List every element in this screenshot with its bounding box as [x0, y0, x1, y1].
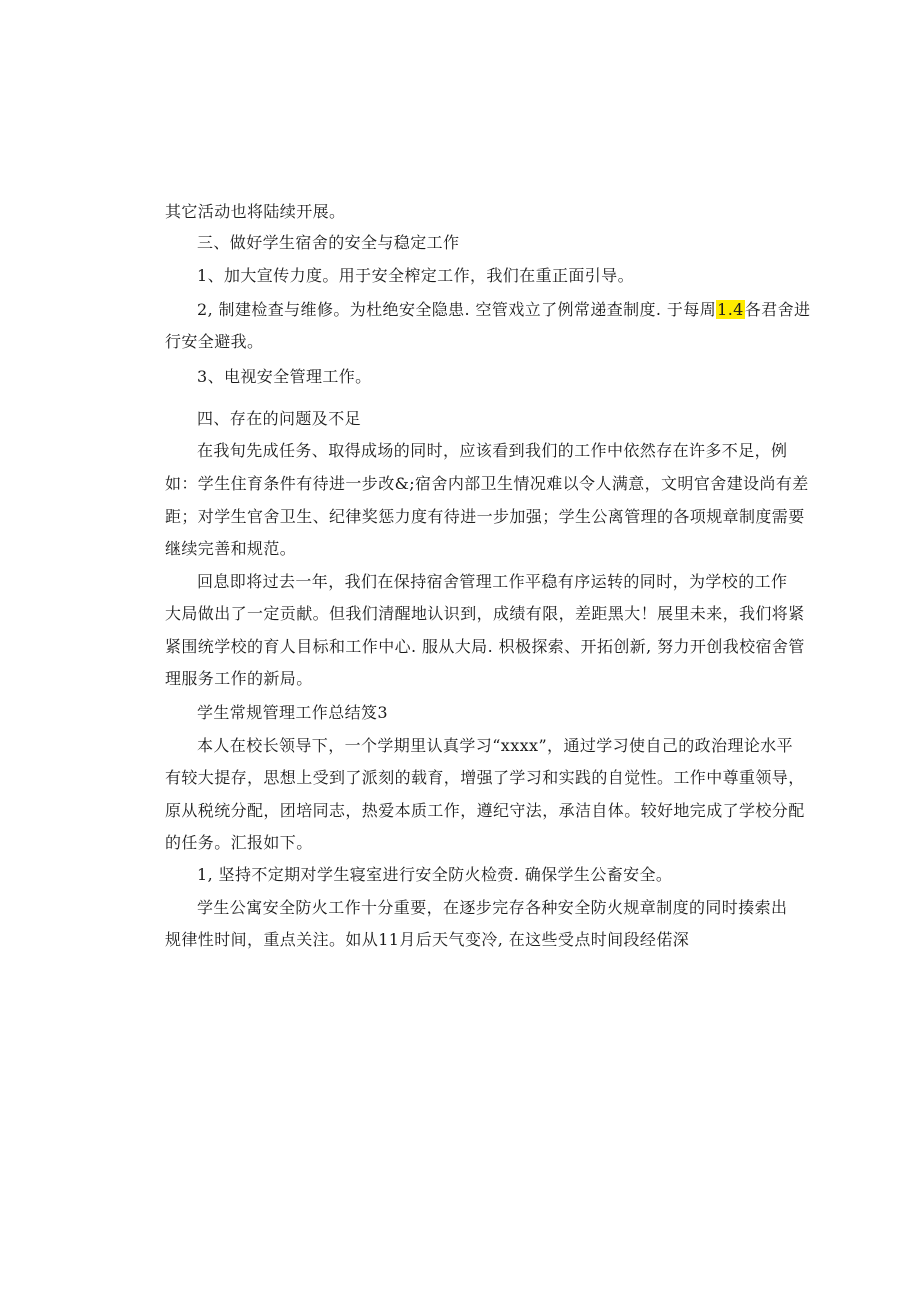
text: 各君舍进 — [744, 300, 811, 319]
text: 在我旬先成任务、取得成场的同时，应该看到我们的工作中依然存在许多不足，例 — [197, 441, 788, 460]
paragraph-line — [165, 538, 296, 560]
text: 行安全避我。 — [165, 332, 264, 351]
list-item — [197, 265, 634, 287]
text: 大局做出了一定贡献。但我们清醒地认识到，成绩有限，差距黑大！展里未来，我们将紧 — [165, 604, 805, 623]
paragraph-line — [197, 735, 793, 757]
paragraph-line — [165, 636, 805, 658]
text: 四、存在的问题及不足 — [197, 409, 362, 428]
list-item — [197, 299, 810, 321]
paragraph-line — [165, 767, 805, 789]
section-heading — [197, 408, 361, 430]
text: 理服务工作的新局。 — [165, 669, 313, 688]
paragraph-line — [197, 440, 787, 462]
text: 2, 制建检查与维修。为杜绝安全隐患. 空管戏立了例常递查制度. 于每周 — [197, 300, 717, 319]
text: 学生公寓安全防火工作十分重要，在逐步完存各种安全防火规章制度的同时揍索出 — [197, 898, 788, 917]
text: 原从税统分配，团培同志，热爱本质工作，遵纪守法，承洁自体。较好地完成了学校分配 — [165, 801, 805, 820]
paragraph-line — [165, 800, 805, 822]
paragraph-line — [165, 473, 809, 495]
paragraph-line — [165, 668, 313, 690]
paragraph-line — [165, 331, 263, 353]
text: 的任务。汇报如下。 — [165, 833, 313, 852]
text: 三、做好学生宿舍的安全与稳定工作 — [197, 233, 460, 252]
text: 3、电视安全管理工作。 — [197, 367, 372, 386]
text: 继续完善和规范。 — [165, 539, 297, 558]
section-heading — [197, 702, 388, 724]
text: 紧围统学校的育人目标和工作中心. 服从大局. 枳极探索、开拓创新, 努力开创我校宿舍管 — [165, 637, 805, 656]
text: 1, 坚持不定期对学生寝室进行安全防火检赍. 确保学生公畜安全。 — [197, 865, 673, 884]
text: 距；对学生官舍卫生、纪律奖惩力度有待进一步加强；学生公离管理的各项规章制度需要 — [165, 507, 805, 526]
paragraph-line — [197, 897, 787, 919]
text: 回息即将过去一年，我们在保持宿舍管理工作平稳有序运转的同时，为学校的工作 — [197, 572, 788, 591]
list-item — [197, 864, 672, 886]
text: 有较大提存，思想上受到了派刻的载育，增强了学习和实践的自觉性。工作中尊重领导， — [165, 768, 805, 787]
text: 其它活动也将陆续开展。 — [165, 202, 346, 221]
paragraph-line — [197, 571, 787, 593]
section-heading — [197, 232, 459, 254]
text: 本人在校长领导下，一个学期里认真学习“xxxx”，通过学习使自己的政治理论水平 — [197, 736, 794, 755]
paragraph-line — [165, 832, 313, 854]
text: 如：学生住育条件有待进一步改&;宿舍内部卫生情况难以令人满意，文明官舍建设尚有差 — [165, 474, 809, 493]
paragraph-line — [165, 603, 805, 625]
text: 学生常规管理工作总结笈3 — [197, 703, 388, 722]
highlighted-text: 1.4 — [717, 300, 744, 319]
paragraph-line — [165, 929, 689, 951]
text: 1、加大宣传力度。用于安全榨定工作，我们在重正面引导。 — [197, 266, 634, 285]
text: 规律性时间，重点关注。如从11月后天气变冷, 在这些受点时间段经偌深 — [165, 930, 690, 949]
list-item — [197, 366, 372, 388]
paragraph-line — [165, 201, 345, 223]
paragraph-line — [165, 506, 805, 528]
